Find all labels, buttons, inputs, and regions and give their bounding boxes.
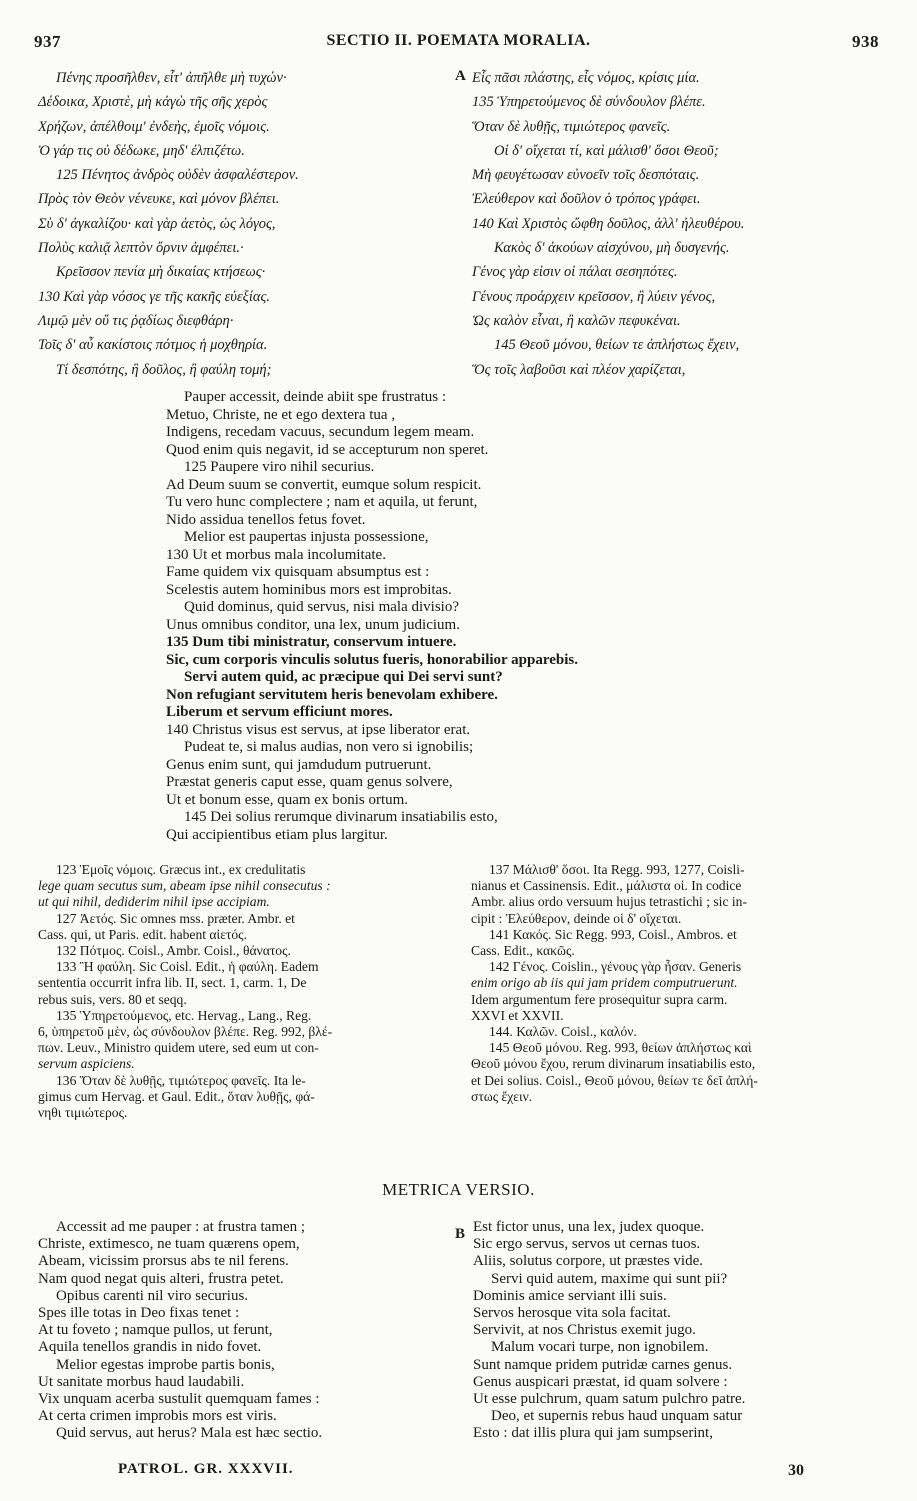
greek-line: Ὡς καλὸν εἶναι, ἢ καλῶν πεφυκέναι. <box>472 312 681 329</box>
latin-line: Tu vero hunc complectere ; nam et aquila, ut ferunt, <box>166 494 478 510</box>
metrica-line: Esto : dat illis plura qui jam sumpserint, <box>473 1425 713 1442</box>
greek-line: Μὴ φευγέτωσαν εὐνοεῖν τοῖς δεσπόταις. <box>472 167 700 184</box>
note-line: gimus cum Hervag. et Gaul. Edit., ὅταν λυθῇς, φά- <box>38 1088 315 1104</box>
greek-line: Τοῖς δ' αὖ κακίστοις πότμος ἡ μοχθηρία. <box>38 337 268 354</box>
note-line: 123 Ἐμοῖς νόμοις. Græcus int., ex credulitatis <box>56 862 306 877</box>
greek-line: 130 Καὶ γὰρ νόσος γε τῆς κακῆς εὐεξίας. <box>38 288 271 305</box>
metrica-column-left <box>38 1219 322 1443</box>
note-line: Θεοῦ μόνου ἔχου, rerum divinarum insatiabilis esto, <box>471 1056 756 1072</box>
metrica-line: Melior egestas improbe partis bonis, <box>56 1356 275 1373</box>
metrica-line: Servivit, at nos Christus exemit jugo. <box>473 1322 696 1339</box>
metrica-line: Aquila tenellos grandis in nido fovet. <box>38 1339 262 1356</box>
note-line: νηθι τιμιώτερος. <box>38 1105 128 1121</box>
latin-line: Quod enim quis negavit, id se accepturum non speret. <box>166 441 489 458</box>
latin-line: 125 Paupere viro nihil securius. <box>184 459 375 475</box>
metrica-line: At certa crimen improbis mors est viris. <box>38 1408 277 1425</box>
latin-line: Pudeat te, si malus audias, non vero si ignobilis; <box>184 739 474 755</box>
metrica-line: Abeam, vicissim prorsus abs te nil ferens. <box>38 1253 289 1270</box>
latin-line: Unus omnibus conditor, una lex, unum judicium. <box>166 616 460 633</box>
greek-line: Κακὸς δ' ἀκούων αἰσχύνου, μὴ δυσγενής. <box>494 240 730 257</box>
note-line: πων. Leuv., Ministro quidem utere, sed eum ut con- <box>38 1040 319 1056</box>
metrica-line: Nam quod negat quis alteri, frustra petet. <box>38 1270 284 1287</box>
page-number-right: 938 <box>852 32 879 51</box>
greek-line: 125 Πένητος ἀνδρὸς οὐδὲν ἀσφαλέστερον. <box>56 167 299 184</box>
section-heading: METRICA VERSIO. <box>382 1180 535 1199</box>
metrica-line: Aliis, solutus corpore, ut præstes vide. <box>473 1253 703 1270</box>
metrica-line: Genus auspicari præstat, id quam solvere : <box>473 1373 728 1390</box>
metrica-line: Ut esse pulchrum, quam satum pulchro patre. <box>473 1391 746 1408</box>
latin-line: 145 Dei solius rerumque divinarum insatiabilis esto, <box>184 809 498 825</box>
latin-line: Fame quidem vix quisquam absumptus est : <box>166 564 430 580</box>
greek-line: Εἷς πᾶσι πλάστης, εἷς νόμος, κρίσις μία. <box>472 70 700 86</box>
latin-line: Quid dominus, quid servus, nisi mala divisio? <box>184 599 459 615</box>
note-line: sententia occurrit infra lib. II, sect. 1, carm. 1, De <box>38 975 307 991</box>
note-line: 133 Ἢ φαύλη. Sic Coisl. Edit., ἡ φαύλη. Eadem <box>56 959 319 975</box>
note-line: Cass. Edit., κακῶς. <box>471 943 575 959</box>
latin-line: Pauper accessit, deinde abiit spe frustratus : <box>184 389 447 405</box>
latin-line: Præstat generis caput esse, quam genus solvere, <box>166 774 453 790</box>
metrica-column-right <box>473 1219 745 1443</box>
page-title: SECTIO II. POEMATA MORALIA. <box>326 32 591 49</box>
latin-line: Ut et bonum esse, quam ex bonis ortum. <box>166 791 409 808</box>
note-line: Cass. qui, ut Paris. edit. habent αἰετός. <box>38 926 247 942</box>
note-line: lege quam secutus sum, abeam ipse nihil consecutus : <box>38 878 331 894</box>
greek-column-left <box>38 66 299 382</box>
note-line: servum aspiciens. <box>38 1056 135 1072</box>
greek-line: Πολὺς καλιᾷ λεπτὸν ὄρνιν ἀμφέπει.· <box>38 240 244 257</box>
latin-line: Sic, cum corporis vinculis solutus fueris, honorabilior apparebis. <box>166 651 578 668</box>
sheet-number: 30 <box>788 1462 804 1479</box>
latin-line: 135 Dum tibi ministratur, conservum intuere. <box>166 634 457 650</box>
note-line: Idem argumentum fere prosequitur supra carm. <box>471 991 728 1007</box>
greek-line: Οἱ δ' οἴχεται τί, καὶ μάλισθ' ὅσοι Θεοῦ; <box>494 142 719 159</box>
greek-column-right <box>472 66 744 382</box>
greek-line: Ἐλεύθερον καὶ δοῦλον ὁ τρόπος γράφει. <box>472 191 701 208</box>
note-line: XXVI et XXVII. <box>471 1007 564 1023</box>
metrica-line: Servi quid autem, maxime qui sunt pii? <box>491 1270 728 1287</box>
metrica-line: Christe, extimesco, ne tuam quærens opem, <box>38 1236 300 1253</box>
latin-line: Nido assidua tenellos fetus fovet. <box>166 511 366 528</box>
margin-marker-a: A <box>455 68 466 84</box>
greek-line: Δέδοικα, Χριστὲ, μὴ κἀγὼ τῆς σῆς χερὸς <box>38 94 268 111</box>
latin-translation <box>166 389 578 844</box>
greek-line: Πρὸς τὸν Θεὸν νένευκε, καὶ μόνον βλέπει. <box>38 191 280 208</box>
greek-line: Ὁ γάρ τις οὐ δέδωκε, μηδ' ἐλπιζέτω. <box>38 142 245 159</box>
metrica-line: Spes ille totas in Deo fixas tenet : <box>38 1305 240 1322</box>
metrica-line: Ut sanitate morbus haud laudabili. <box>38 1373 245 1390</box>
latin-line: Ad Deum suum se convertit, eumque solum respicit. <box>166 476 482 493</box>
metrica-line: Quid servus, aut herus? Mala est hæc sectio. <box>56 1425 323 1442</box>
metrica-line: Sic ergo servus, servos ut cernas tuos. <box>473 1236 701 1253</box>
metrica-line: Sunt namque pridem putridæ carnes genus. <box>473 1356 733 1373</box>
greek-line: 145 Θεοῦ μόνου, θείων τε ἀπλήστως ἔχειν, <box>494 337 740 354</box>
note-line: 144. Καλῶν. Coisl., καλόν. <box>489 1024 637 1040</box>
latin-line: Indigens, recedam vacuus, secundum legem meam. <box>166 424 475 440</box>
note-line: rebus suis, vers. 80 et seqq. <box>38 991 187 1007</box>
metrica-line: Accessit ad me pauper : at frustra tamen ; <box>56 1219 306 1235</box>
metrica-line: Malum vocari turpe, non ignobilem. <box>491 1339 709 1356</box>
note-line: 6, ὑπηρετοῦ μὲν, ὡς σύνδουλον βλέπε. Reg. 992, βλέ- <box>38 1024 333 1040</box>
greek-line: Κρεῖσσον πενία μὴ δικαίας κτήσεως· <box>56 264 266 281</box>
latin-line: 130 Ut et morbus mala incolumitate. <box>166 546 386 563</box>
greek-line: Χρήζων, ἀπέλθοιμ' ἐνδεὴς, ἐμοῖς νόμοις. <box>38 118 270 135</box>
note-line: cipit : Ἐλεύθερον, deinde οἱ δ' οἴχεται. <box>471 910 682 926</box>
greek-line: Λιμῷ μὲν οὔ τις ῥᾳδίως διεφθάρη· <box>38 312 234 329</box>
metrica-line: Dominis amice serviant illi suis. <box>473 1287 667 1304</box>
greek-line: Σὺ δ' ἀγκαλίζου· καὶ γὰρ ἀετὸς, ὡς λόγος, <box>38 215 276 232</box>
greek-line: Πένης προσῆλθεν, εἶτ' ἀπῆλθε μὴ τυχών· <box>56 70 287 86</box>
latin-line: Melior est paupertas injusta possessione, <box>184 529 429 545</box>
note-line: Ambr. alius ordo versuum hujus tetrastichi ; sic in- <box>471 894 747 910</box>
note-line: 142 Γένος. Coislin., γένους γὰρ ἦσαν. Generis <box>489 959 742 975</box>
metrica-line: At tu foveto ; namque pullos, ut ferunt, <box>38 1322 273 1339</box>
note-line: 137 Μάλισθ' ὅσοι. Ita Regg. 993, 1277, Coisli- <box>489 862 745 877</box>
note-line: 141 Κακός. Sic Regg. 993, Coisl., Ambros. et <box>489 926 737 942</box>
greek-line: Τί δεσπότης, ἢ δοῦλος, ἢ φαύλη τομή; <box>56 361 272 378</box>
metrica-line: Opibus carenti nil viro securius. <box>56 1287 249 1304</box>
note-line: 136 Ὅταν δὲ λυθῇς, τιμιώτερος φανεῖς. Ita le- <box>56 1072 306 1088</box>
greek-line: 135 Ὑπηρετούμενος δὲ σύνδουλον βλέπε. <box>472 94 706 111</box>
metrica-line: Vix unquam acerba sustulit quemquam fames : <box>38 1391 320 1408</box>
greek-line: Ὅς τοῖς λαβοῦσι καὶ πλέον χαρίζεται, <box>472 361 686 378</box>
margin-marker-b: B <box>455 1226 466 1242</box>
note-line: 135 Ὑπηρετούμενος, etc. Hervag., Lang., Reg. <box>56 1007 312 1023</box>
greek-line: Ὅταν δὲ λυθῇς, τιμιώτερος φανεῖς. <box>472 118 671 135</box>
latin-line: Genus enim sunt, qui jamdudum putruerunt. <box>166 756 432 773</box>
latin-line: Metuo, Christe, ne et ego dextera tua , <box>166 406 396 423</box>
notes-column-right <box>471 862 758 1105</box>
note-line: στως ἔχειν. <box>471 1088 533 1104</box>
notes-column-left <box>38 862 332 1121</box>
latin-line: Non refugiant servitutem heris benevolam exhibere. <box>166 686 498 703</box>
note-line: enim origo ab iis qui jam pridem computruerunt. <box>471 975 738 991</box>
greek-line: Γένος γὰρ εἰσιν οἱ πάλαι σεσηπότες. <box>472 264 678 281</box>
footer-signature: PATROL. GR. XXXVII. <box>118 1461 294 1477</box>
latin-line: 140 Christus visus est servus, at ipse liberator erat. <box>166 721 471 738</box>
metrica-line: Servos herosque vita sola facitat. <box>473 1305 671 1322</box>
latin-line: Servi autem quid, ac præcipue qui Dei servi sunt? <box>184 669 503 685</box>
greek-line: 140 Καὶ Χριστὸς ὤφθη δοῦλος, ἀλλ' ἠλευθέρου. <box>472 215 745 232</box>
note-line: 127 Ἀετός. Sic omnes mss. præter. Ambr. et <box>56 910 295 926</box>
latin-line: Liberum et servum efficiunt mores. <box>166 704 393 720</box>
metrica-line: Deo, et supernis rebus haud unquam satur <box>491 1408 743 1425</box>
note-line: nianus et Cassinensis. Edit., μάλιστα οἱ. In codice <box>471 878 742 894</box>
page-number-left: 937 <box>34 32 61 51</box>
latin-line: Qui accipientibus etiam plus largitur. <box>166 826 388 843</box>
note-line: et Dei solius. Coisl., Θεοῦ μόνου, θείων τε δεῖ ἀπλή- <box>471 1072 758 1088</box>
greek-line: Γένους προάρχειν κρεῖσσον, ἢ λύειν γένος, <box>472 288 716 305</box>
note-line: 132 Πότμος. Coisl., Ambr. Coisl., θάνατος. <box>56 943 291 959</box>
note-line: ut qui nihil, dediderim nihil ipse accipiam. <box>38 894 270 910</box>
metrica-line: Est fictor unus, una lex, judex quoque. <box>473 1219 705 1235</box>
note-line: 145 Θεοῦ μόνου. Reg. 993, θείων ἀπλήστως καὶ <box>489 1040 752 1056</box>
latin-line: Scelestis autem hominibus mors est improbitas. <box>166 581 452 598</box>
